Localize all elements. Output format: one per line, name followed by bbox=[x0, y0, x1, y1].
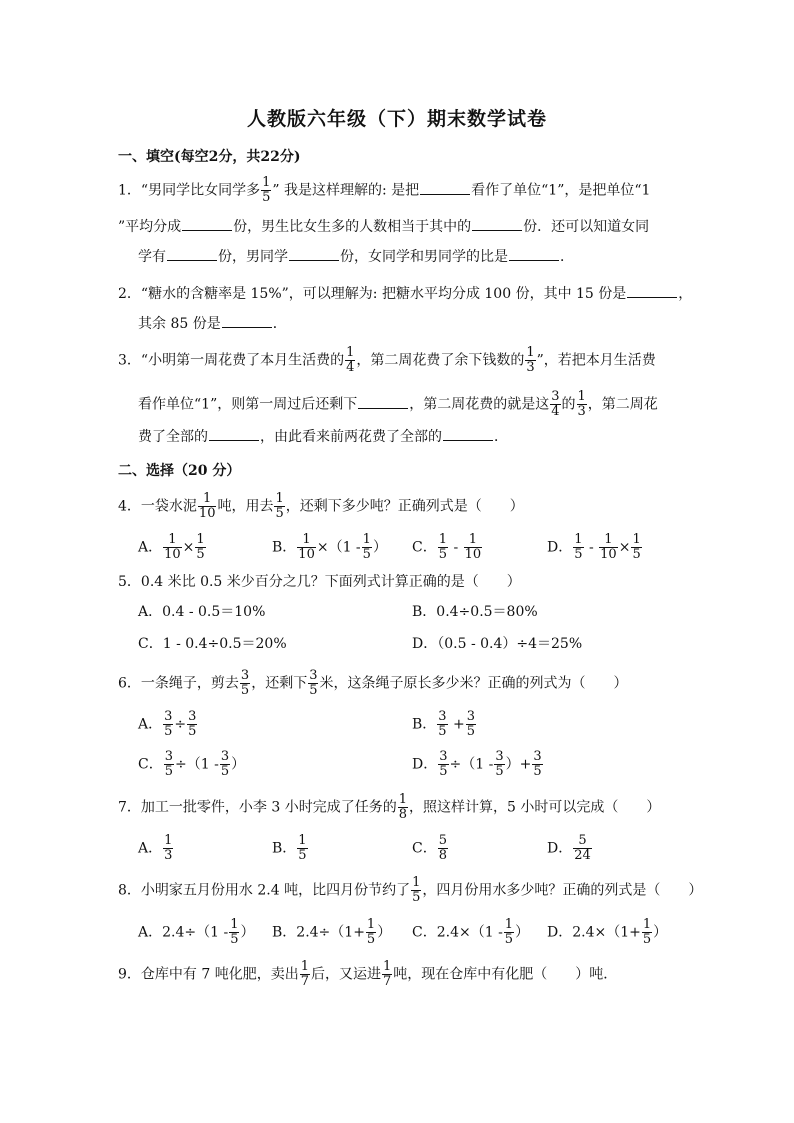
q4-option-a[interactable]: A． $\frac{1}{10}$ × $\frac{1}{5}$ bbox=[138, 532, 205, 562]
fraction-1-3: $\frac{1}{3}$ bbox=[577, 389, 586, 419]
q2-line1: 2．“糖水的含糖率是 15%”，可以理解为: 把糖水平均分成 100 份，其中 15 份是 ， bbox=[118, 283, 692, 304]
q8-option-d[interactable]: D．2.4×（1+ $\frac{1}{5}$ ） bbox=[547, 917, 668, 947]
answer-blank[interactable] bbox=[222, 313, 272, 328]
fraction-1-5: $\frac{1}{5}$ bbox=[412, 875, 421, 905]
answer-blank[interactable] bbox=[627, 283, 677, 298]
q7-option-a[interactable]: A． $\frac{1}{3}$ bbox=[138, 833, 173, 863]
q8-stem: 8．小明家五月份用水 2.4 吨，比四月份节约了 $\frac{1}{5}$ ，四月份用水多少吨？正确的列式是（ ） bbox=[118, 875, 703, 905]
q7-option-c[interactable]: C． $\frac{5}{8}$ bbox=[412, 833, 447, 863]
section-fill-blank-heading: 一、填空(每空2分，共22分) bbox=[118, 149, 301, 165]
q4-option-b[interactable]: B． $\frac{1}{10}$ ×（1 - $\frac{1}{5}$ ） bbox=[272, 532, 387, 562]
q5-option-b[interactable]: B．0.4÷0.5＝80% bbox=[412, 604, 538, 620]
answer-blank[interactable] bbox=[509, 246, 559, 261]
q7-option-d[interactable]: D． $\frac{5}{24}$ bbox=[547, 833, 591, 863]
q5-stem: 5．0.4 米比 0.5 米少百分之几？下面列式计算正确的是（ ） bbox=[118, 574, 521, 590]
fraction-1-7: $\frac{1}{7}$ bbox=[300, 959, 309, 989]
q3-line1: 3．“小明第一周花费了本月生活费的 $\frac{1}{4}$ ，第二周花费了余下钱数的 $\frac{1}{3}$ ”，若把本月生活费 bbox=[118, 345, 656, 375]
q3-line3: 费了全部的 ，由此看来前两花费了全部的 ． bbox=[138, 426, 508, 447]
q8-option-c[interactable]: C．2.4×（1 - $\frac{1}{5}$ ） bbox=[412, 917, 530, 947]
fraction-1-4: $\frac{1}{4}$ bbox=[346, 345, 355, 375]
answer-blank[interactable] bbox=[358, 394, 408, 409]
answer-blank[interactable] bbox=[167, 246, 217, 261]
q1-line2: ”平均分成 份，男生比女生多的人数相当于其中的 份．还可以知道女同 bbox=[118, 216, 649, 237]
q8-option-a[interactable]: A．2.4÷（1 - $\frac{1}{5}$ ） bbox=[138, 917, 255, 947]
fraction-3-5: $\frac{3}{5}$ bbox=[309, 668, 318, 698]
q4-option-c[interactable]: C． $\frac{1}{5}$ - $\frac{1}{10}$ bbox=[412, 532, 482, 562]
answer-blank[interactable] bbox=[289, 246, 339, 261]
q4-option-d[interactable]: D． $\frac{1}{5}$ - $\frac{1}{10}$ × $\frac{1}{5}$ bbox=[547, 532, 641, 562]
fraction-1-8: $\frac{1}{8}$ bbox=[398, 792, 407, 822]
q1-line1: 1．“男同学比女同学多 $\frac{1}{5}$ ” 我是这样理解的: 是把 看作了单位“1”，是把单位“1 bbox=[118, 175, 651, 205]
q6-stem: 6．一条绳子，剪去 $\frac{3}{5}$ ，还剩下 $\frac{3}{5}$ 米，这条绳子原长多少米？正确的列式为（ ） bbox=[118, 668, 628, 698]
q5-option-a[interactable]: A．0.4 - 0.5＝10% bbox=[138, 604, 266, 620]
answer-blank[interactable] bbox=[420, 180, 470, 195]
answer-blank[interactable] bbox=[182, 216, 232, 231]
answer-blank[interactable] bbox=[209, 426, 259, 441]
fraction-3-5: $\frac{3}{5}$ bbox=[240, 668, 250, 698]
section-choice-heading: 二、选择（20 分） bbox=[118, 463, 241, 479]
answer-blank[interactable] bbox=[443, 426, 493, 441]
q6-option-a[interactable]: A． $\frac{3}{5}$ ÷ $\frac{3}{5}$ bbox=[138, 709, 197, 739]
q7-stem: 7．加工一批零件，小李 3 小时完成了任务的 $\frac{1}{8}$ ，照这样计算，5 小时可以完成（ ） bbox=[118, 792, 661, 822]
fraction-1-3: $\frac{1}{3}$ bbox=[526, 345, 535, 375]
q5-option-d[interactable]: D．（0.5 - 0.4）÷4＝25% bbox=[412, 636, 583, 652]
q7-option-b[interactable]: B． $\frac{1}{5}$ bbox=[272, 833, 307, 863]
answer-blank[interactable] bbox=[472, 216, 522, 231]
q6-option-b[interactable]: B． $\frac{3}{5}$ + $\frac{3}{5}$ bbox=[412, 709, 476, 739]
q3-line2: 看作单位“1”，则第一周过后还剩下 ，第二周花费的就是这 $\frac{3}{4}$ 的 $\frac{1}{3}$ ，第二周花 bbox=[138, 389, 658, 419]
fraction-1-5: $\frac{1}{5}$ bbox=[262, 175, 271, 205]
fraction-1-7: $\frac{1}{7}$ bbox=[383, 959, 392, 989]
q1-line3: 学有 份，男同学 份，女同学和男同学的比是 ． bbox=[138, 246, 574, 267]
q8-option-b[interactable]: B．2.4÷（1+ $\frac{1}{5}$ ） bbox=[272, 917, 392, 947]
fraction-3-4: $\frac{3}{4}$ bbox=[551, 389, 560, 419]
fraction-1-5: $\frac{1}{5}$ bbox=[275, 491, 284, 521]
q6-option-d[interactable]: D． $\frac{3}{5}$ ÷（1 - $\frac{3}{5}$ ）+ $\frac{3}{5}$ bbox=[412, 749, 542, 779]
q4-stem: 4．一袋水泥 $\frac{1}{10}$ 吨，用去 $\frac{1}{5}$ ，还剩下多少吨？正确列式是（ ） bbox=[118, 491, 524, 521]
q6-option-c[interactable]: C． $\frac{3}{5}$ ÷（1 - $\frac{3}{5}$ ） bbox=[138, 749, 246, 779]
q9-stem: 9．仓库中有 7 吨化肥，卖出 $\frac{1}{7}$ 后，又运进 $\frac{1}{7}$ 吨，现在仓库中有化肥（ ）吨． bbox=[118, 959, 618, 989]
q2-line2: 其余 85 份是 ． bbox=[138, 313, 287, 334]
q5-option-c[interactable]: C．1 - 0.4÷0.5＝20% bbox=[138, 636, 287, 652]
page-title: 人教版六年级（下）期末数学试卷 bbox=[246, 108, 547, 130]
fraction-1-10: $\frac{1}{10}$ bbox=[198, 491, 216, 521]
